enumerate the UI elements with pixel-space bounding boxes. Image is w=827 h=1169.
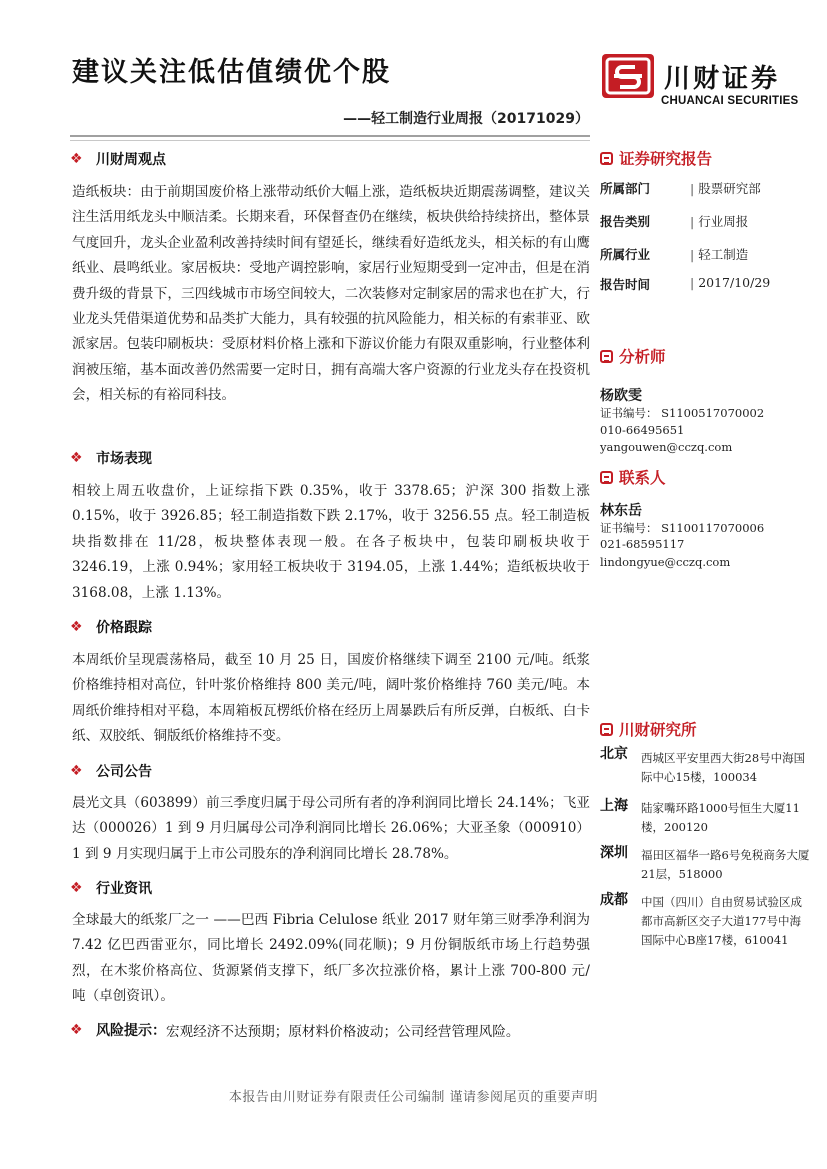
sidebar-heading-analyst [600, 345, 666, 367]
institute-icon [600, 723, 613, 736]
contact-email[interactable]: lindongyue@cczq.com [600, 555, 731, 569]
report-title: 建议关注低估值绩优个股 [72, 57, 391, 88]
report-subtitle: ——轻工制造行业周报（20171029） [343, 111, 589, 127]
header-divider-thin [70, 140, 590, 141]
contact-phone: 021-68595117 [600, 537, 685, 551]
sidebar-heading-report [600, 147, 712, 169]
section-body-price: 本周纸价呈现震荡格局，截至 10 月 25 日，国废价格继续下调至 2100 元/吨。纸浆价格维持相对高位，针叶浆价格维持 800 美元/吨，阔叶浆价格维持 760 美元/吨。本周纸价维持相对平稳，本周箱板瓦楞纸价格在经历上周暴跌后有所反弹，白板纸、白卡纸、双胶纸、铜版纸价格维持不变。 [72, 652, 590, 745]
report-icon [600, 152, 613, 165]
risk-label: 风险提示： [96, 1023, 166, 1039]
section-heading-text: 行业资讯 [96, 881, 152, 897]
meta-key: 所属行业 [600, 247, 651, 262]
analyst-cert: 证书编号： S1100517070002 [600, 406, 765, 420]
sidebar-heading-text: 分析师 [619, 348, 666, 366]
diamond-bullet-icon: ❖ [70, 880, 83, 896]
office-city-beijing: 北京 [600, 746, 628, 762]
sidebar-heading-text: 联系人 [619, 469, 666, 487]
analyst-phone: 010-66495651 [600, 423, 685, 437]
meta-value: | 股票研究部 [690, 179, 761, 199]
section-heading-text: 川财周观点 [96, 152, 166, 168]
contact-cert: 证书编号： S1100117070006 [600, 521, 765, 535]
header-divider [70, 135, 590, 137]
meta-value: | 2017/10/29 [690, 275, 770, 295]
meta-key: 报告类别 [600, 214, 651, 229]
office-city-shanghai: 上海 [600, 798, 628, 814]
brand-name-cn: 川财证券 [664, 64, 781, 94]
page-footer: 本报告由川财证券有限责任公司编制 谨请参阅尾页的重要声明 [228, 1090, 599, 1105]
brand-name-en: CHUANCAI SECURITIES [661, 95, 799, 107]
meta-value: | 行业周报 [690, 212, 748, 232]
section-heading-text: 公司公告 [96, 764, 152, 780]
chuancai-logo-icon [602, 54, 654, 98]
diamond-bullet-icon: ❖ [70, 450, 83, 466]
office-city-chengdu: 成都 [600, 892, 628, 908]
meta-row-industry [600, 245, 810, 265]
risk-text: 宏观经济不达预期；原材料价格波动；公司经营管理风险。 [166, 1024, 520, 1040]
office-address-shanghai: 陆家嘴环路1000号恒生大厦11楼，200120 [641, 801, 800, 834]
meta-row-department [600, 179, 810, 199]
section-body-view: 造纸板块：由于前期国废价格上涨带动纸价大幅上涨，造纸板块近期震荡调整，建议关注生活用纸龙头中顺洁柔。长期来看，环保督查仍在继续，板块供给持续挤出，整体景气度回升，龙头企业盈利改善持续时间有望延长，继续看好造纸龙头，相关标的有山鹰纸业、晨鸣纸业。家居板块：受地产调控影响，家居行业短期受到一定冲击，但是在消费升级的背景下，三四线城市市场空间较大，二次装修对定制家居的需求也在扩大，行业龙头凭借渠道优势和品类扩大能力，具有较强的抗风险能力，相关标的有索菲亚、欧派家居。包装印刷板块：受原材料价格上涨和下游议价能力有限双重影响，行业整体利润被压缩，基本面改善仍然需要一定时日，拥有高端大客户资源的行业龙头存在投资机会，相关标的有裕同科技。 [72, 184, 590, 404]
contact-name: 林东岳 [600, 503, 642, 519]
contact-icon [600, 471, 613, 484]
diamond-bullet-icon: ❖ [70, 151, 83, 167]
risk-warning [70, 1019, 519, 1041]
section-heading-news [70, 877, 152, 899]
meta-row-date [600, 275, 810, 295]
sidebar-heading-contact [600, 466, 666, 488]
section-heading-text: 市场表现 [96, 451, 152, 467]
office-address-beijing: 西城区平安里西大街28号中海国际中心15楼，100034 [641, 751, 806, 784]
section-heading-text: 价格跟踪 [96, 620, 152, 636]
section-heading-view [70, 148, 166, 170]
meta-value: | 轻工制造 [690, 245, 748, 265]
meta-row-category [600, 212, 810, 232]
sidebar-heading-text: 证券研究报告 [619, 150, 713, 168]
section-heading-market [70, 447, 152, 469]
analyst-email[interactable]: yangouwen@cczq.com [600, 440, 733, 454]
office-address-shenzhen: 福田区福华一路6号免税商务大厦21层，518000 [641, 848, 810, 881]
section-heading-price [70, 616, 152, 638]
analyst-name: 杨欧雯 [600, 388, 642, 404]
section-body-news: 全球最大的纸浆厂之一 ——巴西 Fibria Celulose 纸业 2017 财年第三财季净利润为 7.42 亿巴西雷亚尔，同比增长 2492.09%(同花顺)；9 月份铜版纸市场上行趋势强烈，在木浆价格高位、货源紧俏支撑下，纸厂多次拉涨价格，累计上涨 700-800 元/吨（卓创资讯）。 [72, 912, 590, 1005]
diamond-bullet-icon: ❖ [70, 1022, 83, 1038]
sidebar-heading-text: 川财研究所 [619, 721, 697, 739]
office-address-chengdu: 中国（四川）自由贸易试验区成都市高新区交子大道177号中海国际中心B座17楼，610041 [641, 895, 802, 947]
office-city-shenzhen: 深圳 [600, 845, 628, 861]
analyst-icon [600, 350, 613, 363]
section-heading-announcements [70, 760, 152, 782]
section-body-announcements: 晨光文具（603899）前三季度归属于母公司所有者的净利润同比增长 24.14%；飞亚达（000026）1 到 9 月归属母公司净利润同比增长 26.06%；大亚圣象（000910）1 到 9 月实现归属于上市公司股东的净利润同比增长 28.78%。 [72, 795, 590, 862]
sidebar-heading-institute [600, 718, 697, 740]
section-body-market: 相较上周五收盘价，上证综指下跌 0.35%，收于 3378.65；沪深 300 指数上涨 0.15%，收于 3926.85；轻工制造指数下跌 2.17%，收于 3256.55 点。轻工制造板块指数排在 11/28，板块整体表现一般。在各子板块中，包装印刷板块收于 3246.19，上涨 0.94%；家用轻工板块收于 3194.05，上涨 1.44%；造纸板块收于 3168.08，上涨 1.13%。 [72, 483, 590, 601]
meta-key: 所属部门 [600, 181, 651, 196]
diamond-bullet-icon: ❖ [70, 763, 83, 779]
diamond-bullet-icon: ❖ [70, 619, 83, 635]
meta-key: 报告时间 [600, 277, 651, 292]
